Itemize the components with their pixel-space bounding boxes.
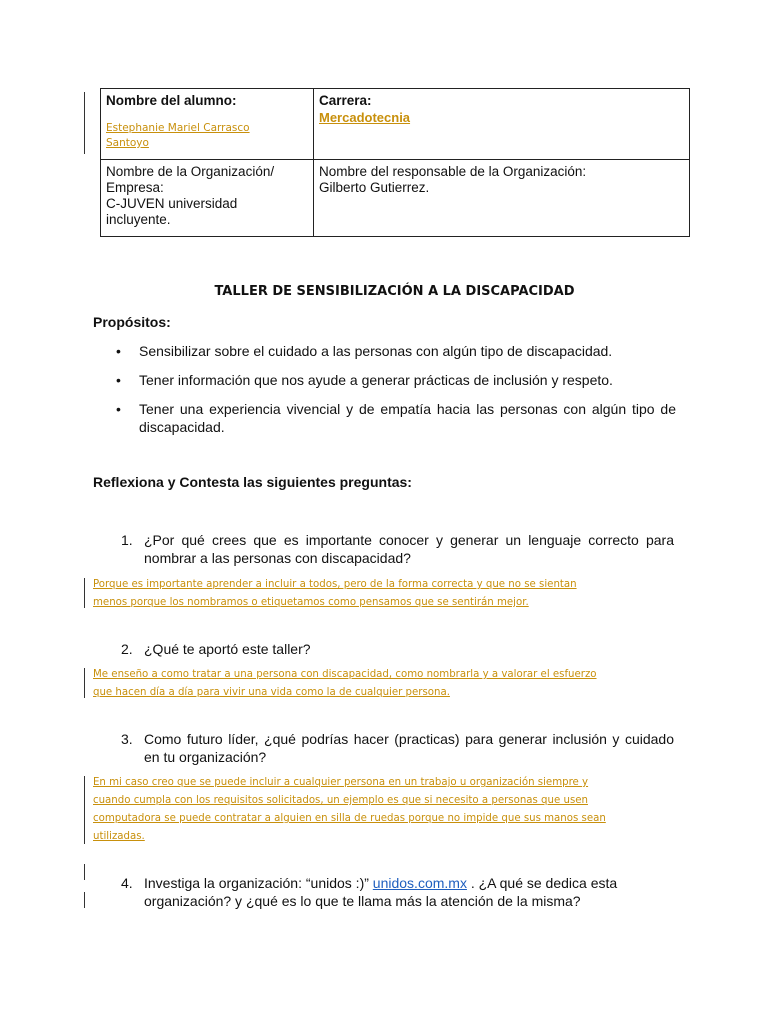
purpose-item: • Tener una experiencia vivencial y de empatía hacia las personas con algún tipo de discapacidad. <box>116 401 676 435</box>
bullet-icon: • <box>116 372 121 388</box>
answer-text: Me enseño a como tratar a una persona con discapacidad, como nombrarla y a valorar el esfuerzo que hacen día a día para vivir una vida como la de cualquier persona. <box>93 669 597 698</box>
questions-heading: Reflexiona y Contesta las siguientes preguntas: <box>93 474 412 490</box>
responsible-value: Gilberto Gutierrez. <box>319 180 430 195</box>
purposes-list <box>116 342 676 447</box>
question-text: ¿Por qué crees que es importante conocer y generar un lenguaje correcto para nombrar a las personas con discapacidad? <box>144 532 674 566</box>
organization-label-1: Nombre de la Organización/ <box>106 164 275 179</box>
question-number: 4. <box>121 875 133 891</box>
career-value: Mercadotecnia <box>319 110 411 125</box>
revision-bar <box>84 776 85 844</box>
answer-text: En mi caso creo que se puede incluir a cualquier persona en un trabajo u organización siempre y cuando cumpla con los requisitos solicitados, un ejemplo es que si necesito a personas que usen computadora se puede contratar a alguien en silla de ruedas porque no impide que sus manos sean utilizadas. <box>93 777 606 842</box>
student-name: Estephanie Mariel Carrasco Santoyo <box>106 122 250 149</box>
purpose-item: • Sensibilizar sobre el cuidado a las personas con algún tipo de discapacidad. <box>116 343 613 359</box>
purposes-heading: Propósitos: <box>93 314 171 330</box>
document-title: TALLER DE SENSIBILIZACIÓN A LA DISCAPACIDAD <box>214 284 575 299</box>
question-number: 3. <box>121 731 133 747</box>
organization-label-2: Empresa: <box>106 180 164 195</box>
revision-bar <box>84 578 85 608</box>
bullet-icon: • <box>116 401 121 417</box>
student-label: Nombre del alumno: <box>106 93 237 108</box>
question-text: ¿Qué te aportó este taller? <box>144 641 311 657</box>
revision-bar <box>84 668 85 698</box>
question-text: Investiga la organización: “unidos :)” unidos.com.mx . ¿A qué se dedica esta organización? y ¿qué es lo que te llama más la atención de la misma? <box>144 875 618 909</box>
question-number: 2. <box>121 641 133 657</box>
revision-bar <box>84 92 85 154</box>
career-label: Carrera: <box>319 93 372 108</box>
student-cell <box>101 89 314 160</box>
purpose-item: • Tener información que nos ayude a generar prácticas de inclusión y respeto. <box>116 372 613 388</box>
question-number: 1. <box>121 532 133 548</box>
responsible-label: Nombre del responsable de la Organización: <box>319 164 587 179</box>
organization-value-2: incluyente. <box>106 212 171 227</box>
responsible-cell <box>314 160 690 237</box>
answer-text: Porque es importante aprender a incluir a todos, pero de la forma correcta y que no se sientan menos porque los nombramos o etiquetamos como pensamos que se sentirán mejor. <box>93 579 577 608</box>
bullet-icon: • <box>116 343 121 359</box>
student-info-table <box>100 88 690 237</box>
organization-cell <box>101 160 314 237</box>
revision-bar <box>84 864 85 880</box>
unidos-link[interactable]: unidos.com.mx <box>372 875 467 891</box>
revision-bar <box>84 892 85 908</box>
question-text: Como futuro líder, ¿qué podrías hacer (practicas) para generar inclusión y cuidado en tu organización? <box>144 731 674 765</box>
career-cell <box>314 89 690 160</box>
organization-value-1: C-JUVEN universidad <box>106 196 238 211</box>
